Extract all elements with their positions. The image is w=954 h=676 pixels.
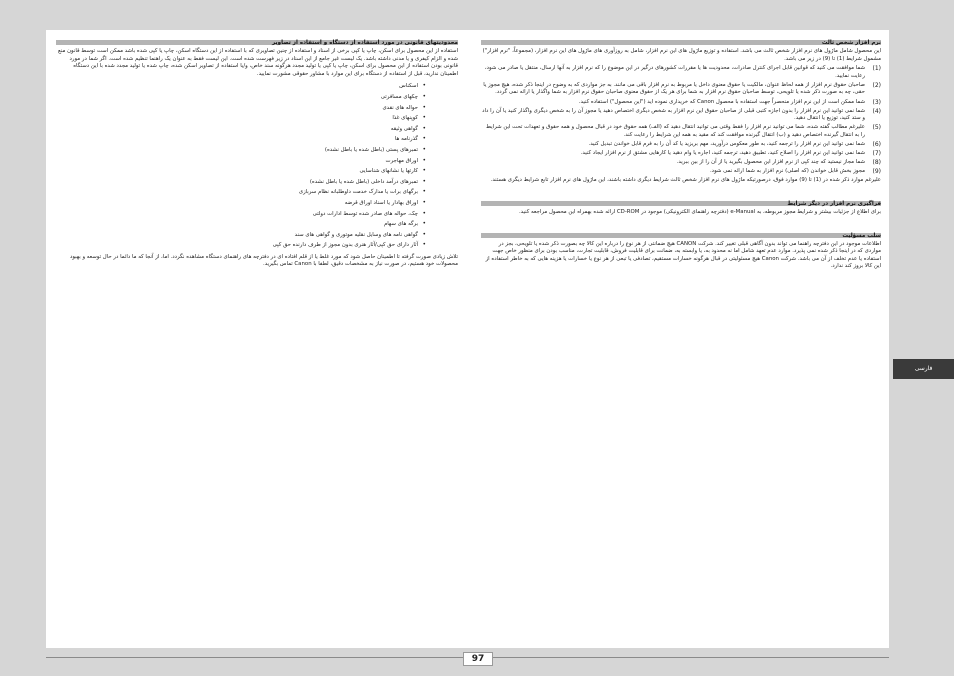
disclaimer-text: اطلاعات موجود در این دفترچه راهنما می تواند بدون آگاهی قبلی تغییر کند. شرکت CANON هیچ ضمانتی از هر نوع را درباره این کالا چه بصورت ذکر شده یا تلویحی، بجز در مواردی که در اینجا ذکر شده نمی پذیرد. موارد عدم تعهد شامل اما نه محدود به، یا وابسته به، ضمانت برای قابلیت فروش، قابلیت تجارت، مناسب بودن برای منظور خاص جهت استفاده یا عدم تخلف از آن می باشد. شرکت Canon هیچ مسئولیتی در قبال هرگونه خسارات مستقیم، تصادفی یا تبعی از هر نوع یا خسارات یا هزینه هایی که به خاطر استفاده از این کالا بروز کند ندارد. [485,240,881,270]
list-item: • تمبرهای پستی (باطل شده یا باطل نشده) [56,145,418,156]
third-party-intro: این محصول شامل ماژول های نرم افزار شخص ثالث می باشد. استفاده و توزیع ماژول های این نرم افزار، شامل به روزآوری های ماژول های این نرم افزار، (مجموعاً، "نرم افزار") مشمول شرایط (1) تا (9) در زیر می باشد. [482,48,881,62]
right-column [481,40,881,273]
list-item: • برگهای برات یا مدارک خدمت داوطلبانه نظام سربازی [56,187,418,198]
list-item: • کارتها یا نشانهای شناسایی [56,166,418,177]
legal-limitations-closing: تلاش زیادی صورت گرفته تا اطمینان حاصل شود که مورد غلط یا از قلم افتاده ای در دفترچه های راهنمای دستگاه مشاهده نگردد. اما، از آنجا که ما دائما در حال توسعه و بهبود محصولات خود هستیم، در صورت نیاز به مشخصات دقیق، لطفا با Canon تماس بگیرید. [69,253,458,268]
list-item: • کوپنهای غذا [56,113,418,124]
restricted-documents-list [56,81,458,251]
list-item: • آثار دارای حق کپی/آثار هنری بدون مجوز از طرف دارنده حق کپی [56,240,418,251]
section-heading-other-terms: فراگیری نرم افزار در دیگر شرایط [481,201,881,206]
section-heading-disclaimer: سلب مسؤلیت [481,233,881,238]
condition-item: (5) علیرغم مطالب گفته شده، شما می توانید نرم افزار را فقط وقتی می توانید انتقال دهید که (الف) همه حقوق خود در قبال محصول و همه حقوق و تعهدات تحت این شرایط را به انتقال گیرنده اختصاص دهید و (ب) انتقال گیرنده موافقت کند که مقید به همه این شرایط را رعایت کند. [486,124,881,138]
page-number: 97 [463,652,493,666]
list-item: • گواهی نامه های وسایل نقلیه موتوری و گواهی های سند [56,230,418,241]
third-party-conditions-list [481,65,881,176]
condition-item: (3) شما ممکن است از این نرم افزار منحصراً جهت استفاده با محصول Canon که خریداری نموده اید ("این محصول") استفاده کنید. [578,98,881,106]
list-item: • اوراق بهادار یا اسناد اوراق قرضه [56,198,418,209]
list-item: • برگه های سهام [56,219,418,230]
condition-item: (6) شما نمی توانید این نرم افزار را ترجمه کنید، به طور معکوس درآورید، مهم بریزید یا کد آن را به فرم قابل خواندن تبدیل کنید. [588,141,881,149]
third-party-closing: علیرغم موارد ذکر شده در (1) تا (9) موارد فوق، درصورتیکه ماژول های نرم افزار شخص ثالث شرایط دیگری داشته باشند، این ماژول های نرم افزار تابع شرایط دیگری هستند. [490,177,881,184]
section-heading-legal-limitations: محدودیتهای قانونی در مورد استفاده از دستگاه و استفاده از تصاویر [56,40,458,45]
manual-page [46,30,889,648]
condition-item: (7) شما نمی توانید این نرم افزار را اصلاح کنید، تطبیق دهید، ترجمه کنید، اجاره یا وام دهید یا کارهایی مشتق از نرم افزار ایجاد کنید. [580,150,881,158]
list-item: • چک، حواله های صادر شده توسط ادارات دولتی [56,209,418,220]
legal-limitations-intro: استفاده از این محصول برای اسکن، چاپ یا کپی برخی از اسناد و استفاده از چنین تصاویری که با استفاده از این دستگاه اسکن، چاپ یا کپی شده باشد ممکن است توسط قانون منع شده و الزام کیفری و یا مدنی داشته باشد. یک لیست غیر جامع از این اسناد در زیر فهرست شده است. این لیست فقط به عنوان یک راهنما تنظیم شده است. اگر شما در مورد قانونی بودن استفاده از این محصول برای اسکن، چاپ یا کپی یا تولید مجدد هرگونه سند خاص، و/یا استفاده از تصاویر اسکن شده، چاپ شده یا تولید مجدد شده با این دستگاه اطمینان ندارید، قبل از استفاده از دستگاه برای این موارد با مشاور حقوقی مشورت نمایید. [57,48,458,77]
list-item: • اوراق مهاجرت [56,156,418,167]
condition-item: (2) صاحبان حقوق نرم افزار از همه لحاظ عنوان، مالکیت یا حقوق معنوی داخل یا مربوط به نرم افزار باقی می مانند. به جز مواردی که به وضوح در اینجا ذکر شده، هیچ مجوز یا حقی، چه به صورت ذکر شده یا تلویحی، توسط صاحبان حقوق نرم افزار به شما برای هر یک از حقوق معنوی صاحبان حقوق نرم افزار به شما واگذار یا ارائه نمی گردد. [483,81,881,96]
list-item: • اسکناس [56,81,418,92]
section-heading-third-party: نرم افزار شخص ثالث [481,40,881,45]
condition-item: (8) شما مجاز نیستید که چند کپی از نرم افزار این محصول بگیرید یا از آن را از بین ببرید. [676,159,881,167]
other-terms-text: برای اطلاع از جزئیات بیشتر و شرایط مجوز مربوطه، به e-Manual (دفترچه راهنمای الکترونیکی) موجود در CD-ROM ارائه شده بهمراه این محصول مراجعه کنید. [518,209,881,215]
left-column [56,40,458,271]
list-item: • گذرنامه ها [56,134,418,145]
condition-item: (9) مجوز بخش قابل خواندن (که اصلی) نرم افزار به شما ارائه نمی شود. [709,168,881,176]
condition-item: (4) شما نمی توانید این نرم افزار را بدون اجازه کتبی قبلی از صاحبان حقوق این نرم افزار به شخص دیگری اختصاص دهید یا مجوز آن را به شخص دیگری واگذار کنید یا آن را داد و ستد کنید، توزیع یا انتقال دهید. [482,107,881,122]
list-item: • چکهای مسافرتی [56,92,418,103]
condition-item: (1) شما موافقت می کنید که قوانین قابل اجرای کنترل صادرات، محدودیت ها یا مقررات کشورهای درگیر در این موضوع را که نرم افزار به آنها ارسال، منتقل یا صادر می شود، رعایت نمایید. [484,65,881,79]
list-item: • تمبرهای درآمد داخلی (باطل شده یا باطل نشده) [56,177,418,188]
language-tab[interactable]: فارسی [893,359,954,379]
list-item: • گواهی وثیقه [56,124,418,135]
list-item: • حواله های نقدی [56,103,418,114]
